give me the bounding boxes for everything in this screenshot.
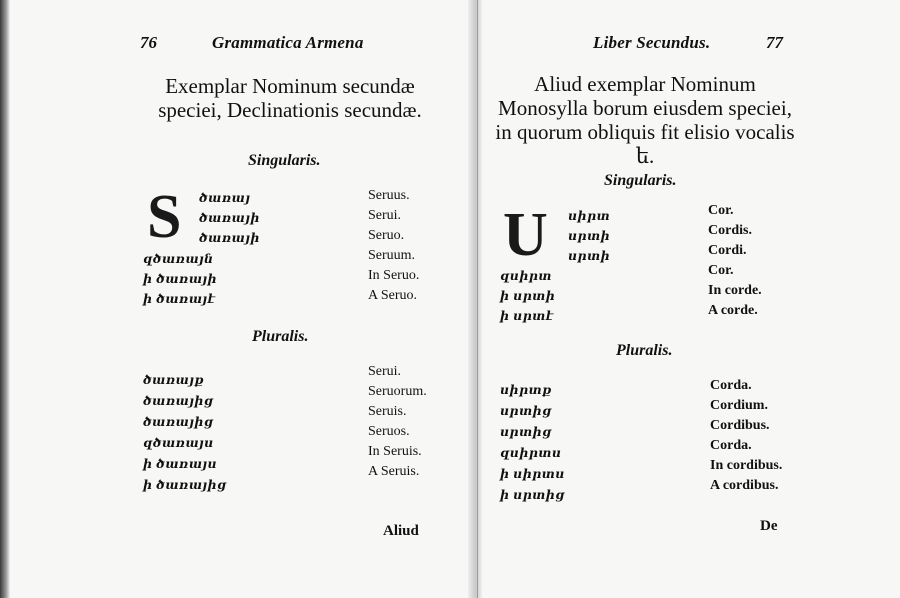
left-running-head: Grammatica Armena xyxy=(212,33,364,52)
right-sing-latin-4: Cor. xyxy=(708,263,734,278)
left-plur-form-6: ի ծառայից xyxy=(143,478,227,492)
left-plur-form-5: ի ծառայս xyxy=(143,457,218,471)
left-plur-latin-2: Seruorum. xyxy=(368,384,427,399)
left-title: Exemplar Nominum secundæ speciei, Declinationis secundæ. xyxy=(158,74,422,122)
left-plur-latin-4: Seruos. xyxy=(368,424,410,439)
left-decorated-initial: S xyxy=(147,183,182,251)
left-sing-latin-5: In Seruo. xyxy=(368,268,420,283)
left-singularis-heading: Singularis. xyxy=(248,152,321,169)
right-plur-latin-6: A cordibus. xyxy=(710,478,779,493)
right-sing-form-6: ի սրտէ xyxy=(500,309,554,323)
left-catchword: Aliud xyxy=(383,523,419,539)
left-sing-form-6: ի ծառայէ xyxy=(143,292,216,306)
right-plur-form-4: զսիրտս xyxy=(500,446,562,460)
right-plur-latin-2: Cordium. xyxy=(710,398,768,413)
left-plur-form-2: ծառայից xyxy=(143,394,214,408)
right-sing-form-3: սրտի xyxy=(568,249,611,263)
page-edge-shadow xyxy=(0,0,10,598)
right-plur-form-5: ի սիրտս xyxy=(500,467,565,481)
right-running-head: Liber Secundus. xyxy=(593,33,711,52)
left-pluralis-heading: Pluralis. xyxy=(252,328,309,345)
left-plur-latin-5: In Seruis. xyxy=(368,444,422,459)
left-plur-form-4: զծառայս xyxy=(143,436,214,450)
right-plur-latin-3: Cordibus. xyxy=(710,418,770,433)
gutter-line xyxy=(477,0,478,598)
right-pluralis-heading: Pluralis. xyxy=(616,342,673,359)
left-plur-form-3: ծառայից xyxy=(143,415,214,429)
right-plur-latin-4: Corda. xyxy=(710,438,752,453)
right-page-number: 77 xyxy=(766,33,783,52)
left-plur-latin-6: A Seruis. xyxy=(368,464,420,479)
left-sing-form-5: ի ծառայի xyxy=(143,272,218,286)
left-sing-latin-6: A Seruo. xyxy=(368,288,417,303)
left-sing-form-2: ծառայի xyxy=(199,211,260,225)
left-sing-latin-3: Seruo. xyxy=(368,228,405,243)
right-sing-latin-6: A corde. xyxy=(708,303,758,318)
right-title: Aliud exemplar Nominum Monosylla borum eiusdem speciei, in quorum obliquis fit elisio vocalis ե. xyxy=(495,72,795,168)
right-decorated-initial: U xyxy=(503,201,548,269)
right-singularis-heading: Singularis. xyxy=(604,172,677,189)
right-plur-latin-5: In cordibus. xyxy=(710,458,783,473)
right-plur-form-1: սիրտք xyxy=(500,383,552,397)
left-sing-latin-4: Seruum. xyxy=(368,248,416,263)
right-sing-latin-1: Cor. xyxy=(708,203,734,218)
left-sing-latin-1: Seruus. xyxy=(368,188,410,203)
right-plur-form-3: սրտից xyxy=(500,425,552,439)
left-sing-form-1: ծառայ xyxy=(199,191,251,205)
right-sing-form-5: ի սրտի xyxy=(500,289,556,303)
right-plur-form-6: ի սրտից xyxy=(500,488,565,502)
right-sing-form-4: զսիրտ xyxy=(500,269,552,283)
left-sing-latin-2: Serui. xyxy=(368,208,402,223)
book-gutter xyxy=(468,0,482,598)
right-sing-form-2: սրտի xyxy=(568,229,611,243)
left-sing-form-3: ծառայի xyxy=(199,231,260,245)
left-plur-latin-1: Serui. xyxy=(368,364,402,379)
left-plur-latin-3: Seruis. xyxy=(368,404,407,419)
right-sing-latin-5: In corde. xyxy=(708,283,762,298)
right-sing-form-1: սիրտ xyxy=(568,209,611,223)
left-sing-form-4: զծառայն xyxy=(143,252,214,266)
right-sing-latin-3: Cordi. xyxy=(708,243,747,258)
right-plur-latin-1: Corda. xyxy=(710,378,752,393)
right-catchword: De xyxy=(760,518,778,534)
right-plur-form-2: սրտից xyxy=(500,404,552,418)
left-page-number: 76 xyxy=(140,33,157,52)
left-plur-form-1: ծառայք xyxy=(143,373,205,387)
right-sing-latin-2: Cordis. xyxy=(708,223,752,238)
